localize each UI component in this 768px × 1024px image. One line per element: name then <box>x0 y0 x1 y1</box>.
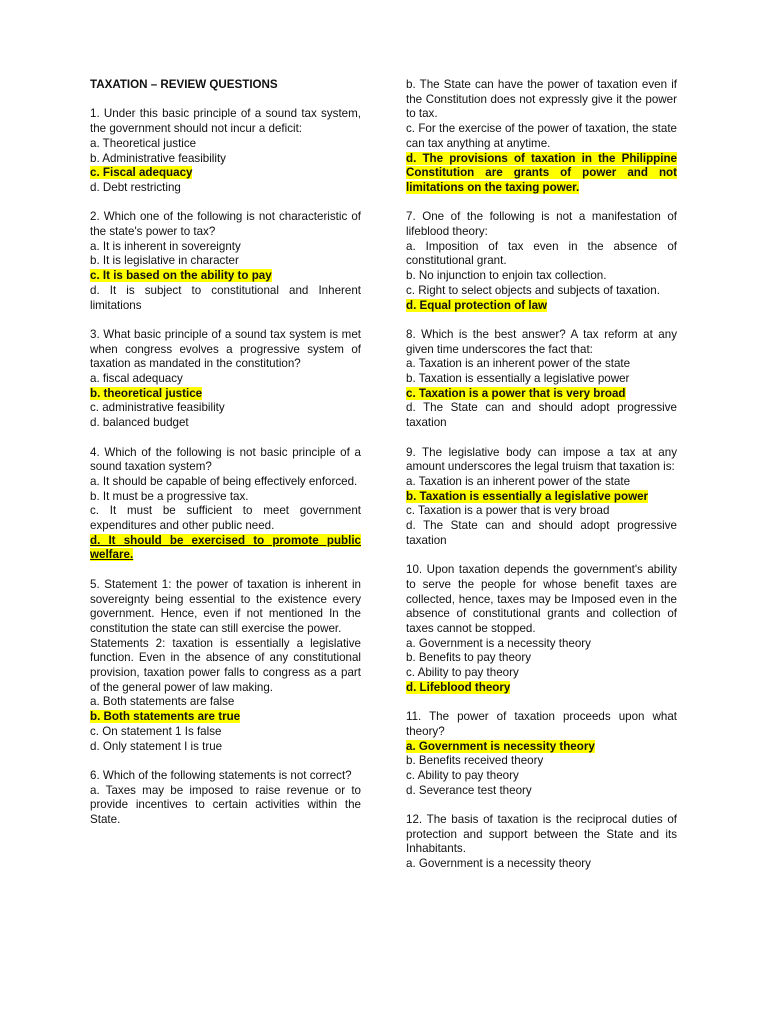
option-text: c. Ability to pay theory <box>406 666 519 680</box>
answer-option <box>406 666 677 681</box>
option-text: a. It is inherent in sovereignty <box>90 239 241 253</box>
option-text: b. It must be a progressive tax. <box>90 489 249 503</box>
question-text: 2. Which one of the following is not characteristic of the state's power to tax? <box>90 210 361 238</box>
answer-option <box>406 401 677 430</box>
question-text: 1. Under this basic principle of a sound tax system, the government should not incur a deficit: <box>90 107 361 136</box>
question-q9 <box>406 446 677 549</box>
answer-option-correct <box>406 152 677 196</box>
option-text: d. It should be exercised to promote public welfare. <box>90 533 361 562</box>
question-q12 <box>406 813 677 872</box>
question-text: 4. Which of the following is not basic principle of a sound taxation system? <box>90 445 361 474</box>
answer-option <box>406 240 677 269</box>
answer-option <box>406 122 677 151</box>
left-column <box>90 78 361 842</box>
option-text: a. Taxation is an inherent power of the state <box>406 474 631 488</box>
answer-option <box>406 784 677 799</box>
question-text: 6. Which of the following statements is not correct? <box>90 768 352 782</box>
answer-option <box>406 357 677 372</box>
option-text: b. Taxation is essentially a legislative power <box>406 489 649 503</box>
option-text: a. Government is a necessity theory <box>406 636 591 650</box>
question-text: 10. Upon taxation depends the government's ability to serve the people for whose benefit taxes are collected, hence, taxes may be Imposed even in the absence of constitutional grants and collection of taxes cannot be stopped. <box>406 563 677 635</box>
question-q3 <box>90 328 361 431</box>
answer-option <box>406 857 677 872</box>
option-text: a. Theoretical justice <box>90 136 197 150</box>
option-text: b. It is legislative in character <box>90 254 239 268</box>
option-text: d. The provisions of taxation in the Philippine Constitution are grants of power and not limitations on the taxing power. <box>406 151 677 194</box>
option-text: a. Taxation is an inherent power of the state <box>406 357 631 371</box>
question-q2 <box>90 210 361 313</box>
answer-option <box>90 137 361 152</box>
answer-option <box>406 769 677 784</box>
option-text: c. Taxation is a power that is very broad <box>406 386 626 400</box>
option-text: c. It must be sufficient to meet government expenditures and other public need. <box>90 504 361 533</box>
question-text: 11. The power of taxation proceeds upon what theory? <box>406 710 677 738</box>
option-text: a. Taxes may be imposed to raise revenue or to provide incentives to certain activities within the State. <box>90 783 361 827</box>
answer-option-correct <box>406 387 677 402</box>
question-text: 8. Which is the best answer? A tax reform at any given time underscores the fact that: <box>406 327 677 356</box>
answer-option <box>90 490 361 505</box>
answer-option <box>406 269 677 284</box>
option-text: b. Both statements are true <box>90 710 241 724</box>
question-text: 9. The legislative body can impose a tax at any amount underscores the legal truism that taxation is: <box>406 445 677 474</box>
question-q10 <box>406 563 677 695</box>
option-text: d. Debt restricting <box>90 180 181 194</box>
answer-option-correct <box>90 710 361 725</box>
question-text: 5. Statement 1: the power of taxation is inherent in sovereignty being essential to the existence every government. Hence, even if not mentioned In the constitution the state can still exercise the power. <box>90 577 361 635</box>
option-text: d. Lifeblood theory <box>406 680 511 694</box>
option-text: b. Benefits received theory <box>406 754 544 768</box>
answer-option-correct <box>90 387 361 402</box>
option-text: b. Taxation is essentially a legislative power <box>406 372 630 386</box>
answer-option <box>90 284 361 313</box>
option-text: a. fiscal adequacy <box>90 372 183 386</box>
answer-option <box>406 637 677 652</box>
option-text: c. Ability to pay theory <box>406 768 519 782</box>
document-title: TAXATION – REVIEW QUESTIONS <box>90 78 278 91</box>
right-column <box>406 78 677 887</box>
option-text: b. theoretical justice <box>90 386 203 400</box>
option-text: c. On statement 1 Is false <box>90 724 222 738</box>
question-text: 12. The basis of taxation is the reciprocal duties of protection and support between the State and its Inhabitants. <box>406 813 677 856</box>
option-text: a. It should be capable of being effectively enforced. <box>90 474 358 488</box>
answer-option <box>90 740 361 755</box>
option-text: a. Government is necessity theory <box>406 739 595 753</box>
answer-option-correct <box>90 534 361 563</box>
answer-option-correct <box>90 269 361 284</box>
option-text: d. The State can and should adopt progressive taxation <box>406 401 677 430</box>
option-text: c. Fiscal adequacy <box>90 166 193 180</box>
question-q4 <box>90 446 361 564</box>
answer-option <box>90 152 361 167</box>
answer-option <box>406 504 677 519</box>
answer-option <box>90 181 361 196</box>
option-text: b. The State can have the power of taxation even if the Constitution does not expressly give it the power to tax. <box>406 78 677 121</box>
answer-option-correct <box>90 166 361 181</box>
question-q7 <box>406 210 677 313</box>
answer-option <box>90 416 361 431</box>
answer-option <box>406 475 677 490</box>
answer-option-correct <box>406 740 677 755</box>
option-text: c. For the exercise of the power of taxation, the state can tax anything at anytime. <box>406 122 677 150</box>
answer-option-correct <box>406 490 677 505</box>
answer-option <box>90 254 361 269</box>
answer-option <box>90 372 361 387</box>
answer-option <box>90 401 361 416</box>
answer-option-correct <box>406 681 677 696</box>
option-text: c. administrative feasibility <box>90 401 225 415</box>
option-text: d. Only statement I is true <box>90 739 223 753</box>
question-text: Statements 2: taxation is essentially a legislative function. Even in the absence of any constitutional provision, taxation power falls to congress as a part of the general power of law making. <box>90 636 361 694</box>
option-text: a. Government is a necessity theory <box>406 857 591 871</box>
question-q5 <box>90 578 361 754</box>
answer-option <box>90 725 361 740</box>
answer-option <box>406 284 677 299</box>
answer-option <box>406 651 677 666</box>
question-q8 <box>406 328 677 431</box>
answer-option <box>90 504 361 533</box>
answer-option <box>90 784 361 828</box>
question-q11 <box>406 710 677 798</box>
answer-option <box>90 475 361 490</box>
option-text: c. Right to select objects and subjects of taxation. <box>406 283 660 297</box>
option-text: d. balanced budget <box>90 416 189 430</box>
answer-option-correct <box>406 299 677 314</box>
option-text: b. No injunction to enjoin tax collection. <box>406 269 607 283</box>
answer-option <box>90 695 361 710</box>
option-text: d. Severance test theory <box>406 783 532 797</box>
answer-option <box>406 78 677 122</box>
question-q6 <box>90 769 361 828</box>
question-text: 3. What basic principle of a sound tax system is met when congress evolves a progressive system of taxation as mandated in the constitution? <box>90 327 361 371</box>
answer-option <box>90 240 361 255</box>
question-text: 7. One of the following is not a manifestation of lifeblood theory: <box>406 210 677 239</box>
option-text: c. Taxation is a power that is very broad <box>406 504 610 518</box>
answer-option <box>406 519 677 548</box>
option-text: d. The State can and should adopt progressive taxation <box>406 519 677 547</box>
option-text: d. Equal protection of law <box>406 298 548 312</box>
answer-option <box>406 754 677 769</box>
option-text: c. It is based on the ability to pay <box>90 269 272 283</box>
question-q6b <box>406 78 677 196</box>
option-text: b. Administrative feasibility <box>90 151 226 165</box>
option-text: d. It is subject to constitutional and Inherent limitations <box>90 283 361 312</box>
question-q1 <box>90 107 361 195</box>
option-text: a. Imposition of tax even in the absence of constitutional grant. <box>406 239 677 268</box>
option-text: b. Benefits to pay theory <box>406 651 532 665</box>
answer-option <box>406 372 677 387</box>
option-text: a. Both statements are false <box>90 695 235 709</box>
